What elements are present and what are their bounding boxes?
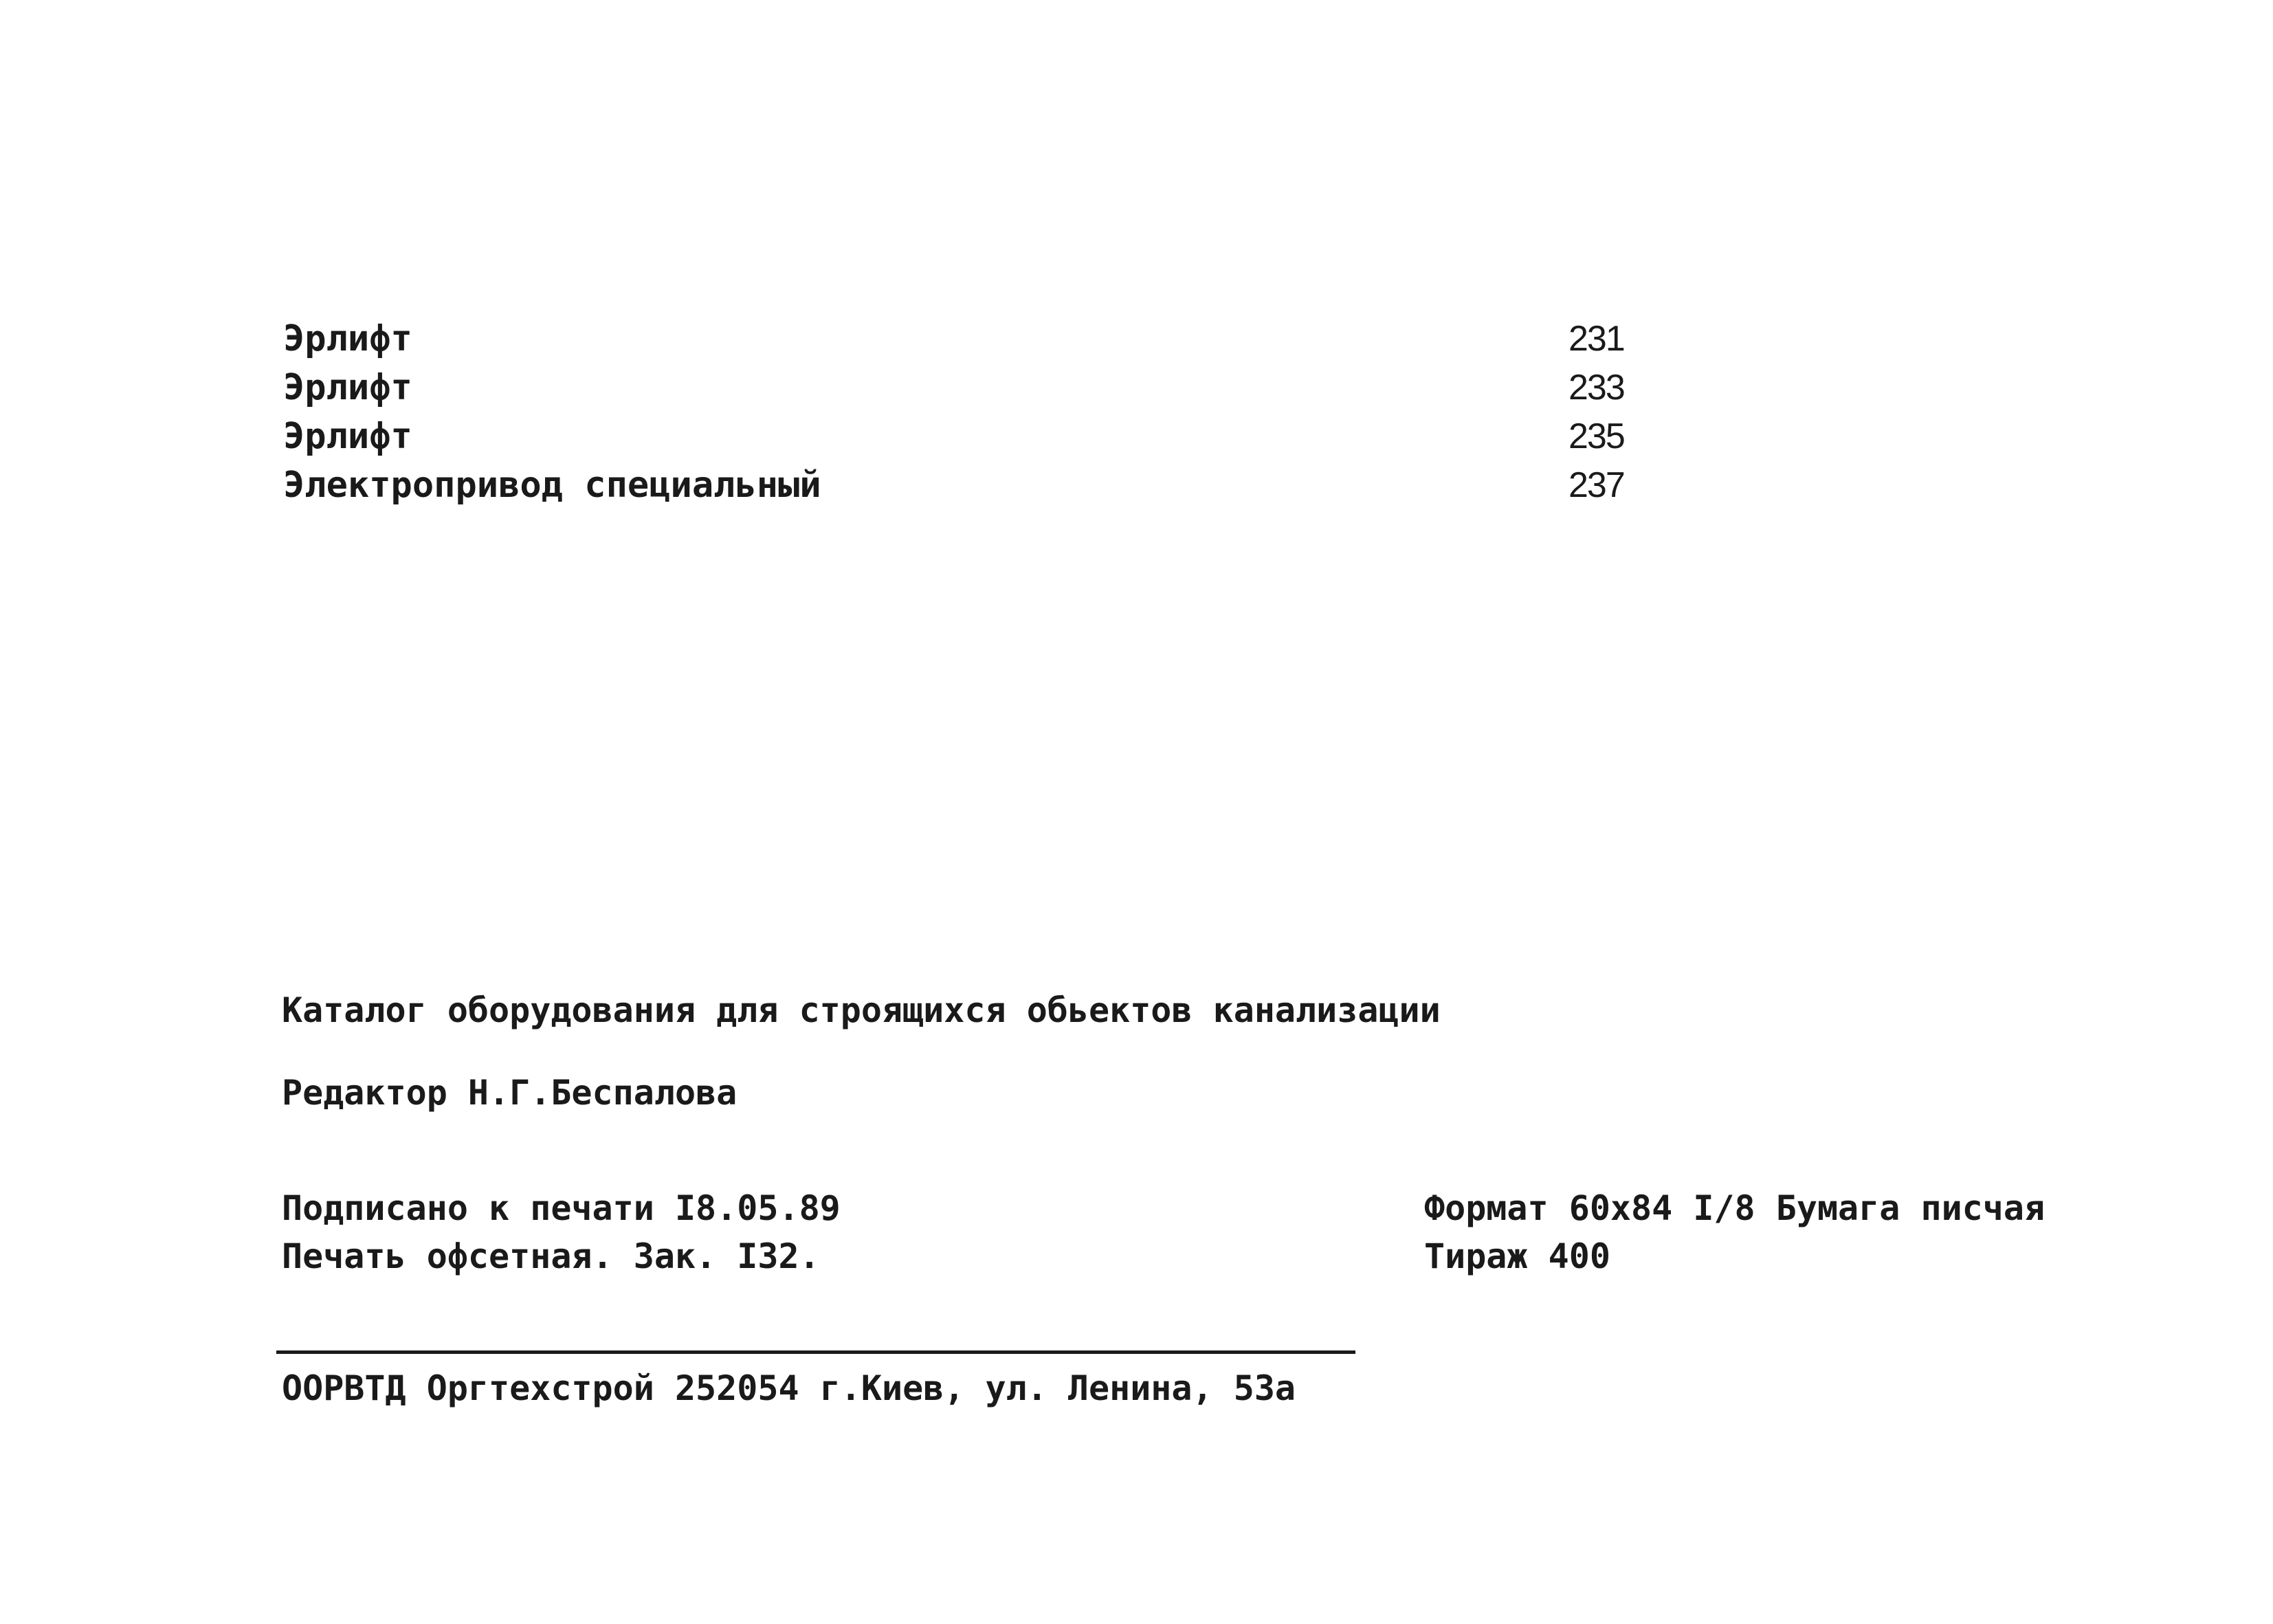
publisher-line: ООРВТД Оргтехстрой 252054 г.Киев, ул. Ленина, 53а xyxy=(282,1368,1296,1408)
toc-row xyxy=(283,315,1658,364)
toc-item-page: 237 xyxy=(1568,465,1624,505)
print-type: Печать офсетная. Зак. I32. xyxy=(282,1236,820,1276)
editor-line: Редактор Н.Г.Беспалова xyxy=(282,1073,738,1113)
toc-row xyxy=(283,364,1658,412)
toc-item-page: 231 xyxy=(1568,319,1624,359)
table-of-contents xyxy=(283,315,1658,510)
signed-to-print: Подписано к печати I8.05.89 xyxy=(282,1188,841,1228)
toc-item-title: Электропривод специальный xyxy=(283,465,821,506)
toc-item-title: Эрлифт xyxy=(283,416,412,457)
catalog-title: Каталог оборудования для строящихся обьектов канализации xyxy=(282,990,1441,1030)
toc-item-title: Эрлифт xyxy=(283,318,412,359)
toc-row xyxy=(283,461,1658,510)
divider-rule xyxy=(276,1350,1355,1354)
toc-item-title: Эрлифт xyxy=(283,367,412,408)
print-run: Тираж 400 xyxy=(1424,1236,1610,1276)
paper-format: Формат 60х84 I/8 Бумага писчая xyxy=(1424,1188,2045,1228)
toc-item-page: 235 xyxy=(1568,416,1624,456)
toc-row xyxy=(283,412,1658,461)
toc-item-page: 233 xyxy=(1568,368,1624,408)
